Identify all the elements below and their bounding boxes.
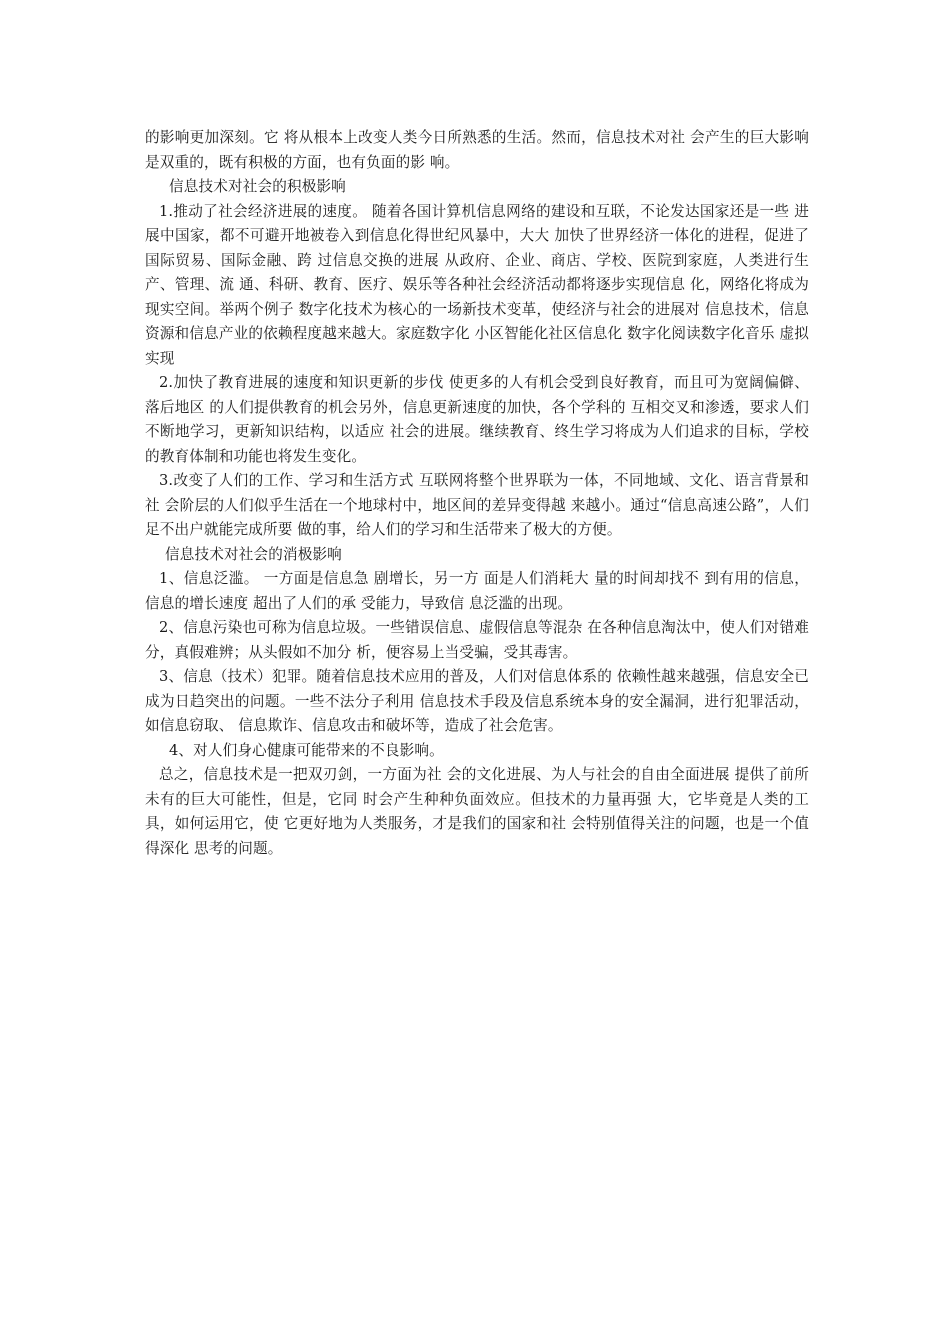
positive-point-1: 1.推动了社会经济进展的速度。 随着各国计算机信息网络的建设和互联，不论发达国家还是一些 进展中国家，都不可避开地被卷入到信息化得世纪风暴中，大大 加快了世界经济一体化的进程，促进了国际贸易、国际金融、跨 过信息交换的进展 从政府、企业、商店、学校、医院到家庭，人类进行生产、管理、流 通、科研、教育、医疗、娱乐等各种社会经济活动都将逐步实现信息 化，网络化将成为现实空间。举两个例子 数字化技术为核心的一场新技术变革，使经济与社会的进展对 信息技术，信息资源和信息产业的依赖程度越来越大。家庭数字化 小区智能化社区信息化 数字化阅读数字化音乐 虚拟实现 [145,202,809,367]
positive-point-2: 2.加快了教育进展的速度和知识更新的步伐 使更多的人有机会受到良好教育，而且可为宽阔偏僻、落后地区 的人们提供教育的机会另外，信息更新速度的加快，各个学科的 互相交叉和渗透，要求人们不断地学习，更新知识结构，以适应 社会的进展。继续教育、终生学习将成为人们追求的目标，学校 的教育体制和功能也将发生变化。 [145,374,809,465]
conclusion-paragraph: 总之，信息技术是一把双刃剑，一方面为社 会的文化进展、为人与社会的自由全面进展 提供了前所未有的巨大可能性，但是，它同 时会产生种种负面效应。但技术的力量再强 大，它毕竟是人类的工具，如何运用它，使 它更好地为人类服务，才是我们的国家和社 会特别值得关注的问题，也是一个值得深化 思考的问题。 [145,766,809,857]
negative-point-1: 1、信息泛滥。 一方面是信息急 剧增长，另一方 面是人们消耗大 量的时间却找不 到有用的信息， 信息的增长速度 超出了人们的承 受能力，导致信 息泛滥的出现。 [145,570,809,612]
negative-point-4: 4、对人们身心健康可能带来的不良影响。 [169,741,444,759]
heading-negative-effects: 信息技术对社会的消极影响 [165,545,342,563]
document-body [145,126,809,861]
positive-point-3: 3.改变了人们的工作、学习和生活方式 互联网将整个世界联为一体，不同地域、文化、语言背景和社 会阶层的人们似乎生活在一个地球村中，地区间的差异变得越 来越小。通过“信息高速公路”，人们足不出户就能完成所要 做的事，给人们的学习和生活带来了极大的方便。 [145,472,809,538]
negative-point-2: 2、信息污染也可称为信息垃圾。一些错误信息、虚假信息等混杂 在各种信息淘汰中，使人们对错难分，真假难辨；从头假如不加分 析，便容易上当受骗，受其毒害。 [145,619,809,661]
heading-positive-effects: 信息技术对社会的积极影响 [169,178,346,195]
intro-paragraph: 的影响更加深刻。它 将从根本上改变人类今日所熟悉的生活。然而，信息技术对社 会产生的巨大影响是双重的，既有积极的方面，也有负面的影 响。 [145,129,809,171]
negative-point-3: 3、信息（技术）犯罪。随着信息技术应用的普及，人们对信息体系的 依赖性越来越强，信息安全已成为日趋突出的问题。一些不法分子利用 信息技术手段及信息系统本身的安全漏洞，进行犯罪活动， 如信息窃取、 信息欺诈、信息攻击和破坏等，造成了社会危害。 [145,668,809,734]
